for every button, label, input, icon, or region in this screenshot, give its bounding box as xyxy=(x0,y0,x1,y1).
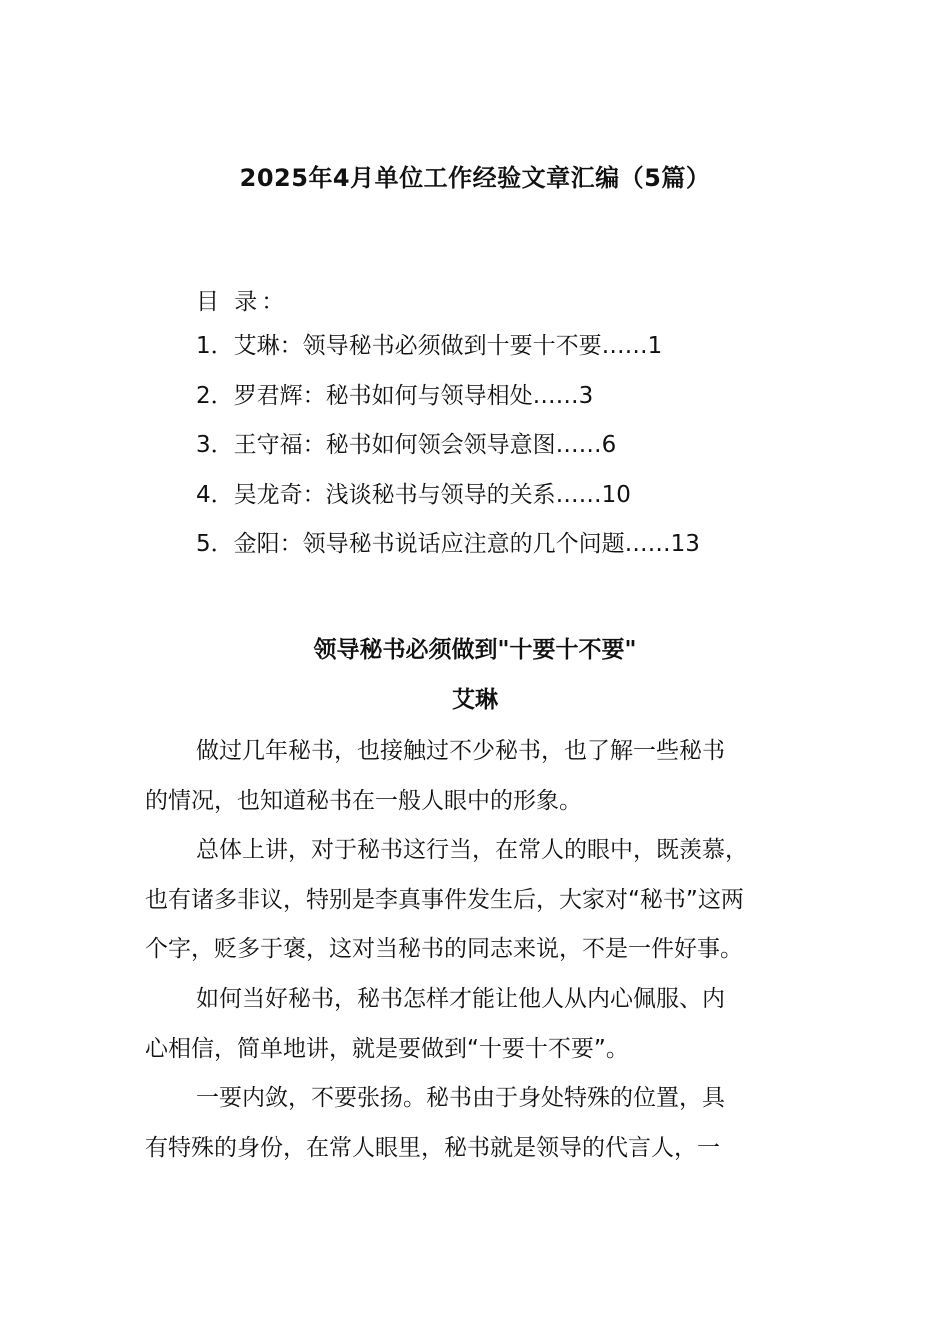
paragraph-line: 如何当好秘书，秘书怎样才能让他人从内心佩服、内 xyxy=(196,985,725,1012)
paragraph-line: 的情况，也知道秘书在一般人眼中的形象。 xyxy=(145,787,582,814)
paragraph-line: 一要内敛，不要张扬。秘书由于身处特殊的位置，具 xyxy=(196,1085,725,1112)
article-title: 领导秘书必须做到"十要十不要" xyxy=(313,637,637,663)
document-title: 2025年4月单位工作经验文章汇编（5篇） xyxy=(239,164,711,192)
paragraph-line: 做过几年秘书，也接触过不少秘书，也了解一些秘书 xyxy=(196,738,725,764)
toc-item: 3．王守福：秘书如何领会领导意图……6 xyxy=(196,432,617,458)
toc-item: 2．罗君辉：秘书如何与领导相处……3 xyxy=(196,382,594,409)
article-author: 艾琳 xyxy=(452,687,498,713)
article-body xyxy=(145,727,835,1173)
paragraph-line: 个字，贬多于褒，这对当秘书的同志来说，不是一件好事。 xyxy=(145,936,743,963)
toc-heading: 目 录： xyxy=(196,289,289,315)
toc-item: 4．吴龙奇：浅谈秘书与领导的关系……10 xyxy=(196,481,631,508)
paragraph-line: 有特殊的身份，在常人眼里，秘书就是领导的代言人，一 xyxy=(145,1134,720,1161)
table-of-contents xyxy=(196,282,836,570)
paragraph-line: 总体上讲，对于秘书这行当，在常人的眼中，既羡慕， xyxy=(196,837,748,864)
paragraph-line: 心相信，简单地讲，就是要做到“十要十不要”。 xyxy=(145,1035,629,1062)
toc-item: 5．金阳：领导秘书说话应注意的几个问题……13 xyxy=(196,531,700,557)
toc-item: 1．艾琳：领导秘书必须做到十要十不要……1 xyxy=(196,333,663,359)
paragraph-line: 也有诸多非议，特别是李真事件发生后，大家对“秘书”这两 xyxy=(145,886,744,913)
